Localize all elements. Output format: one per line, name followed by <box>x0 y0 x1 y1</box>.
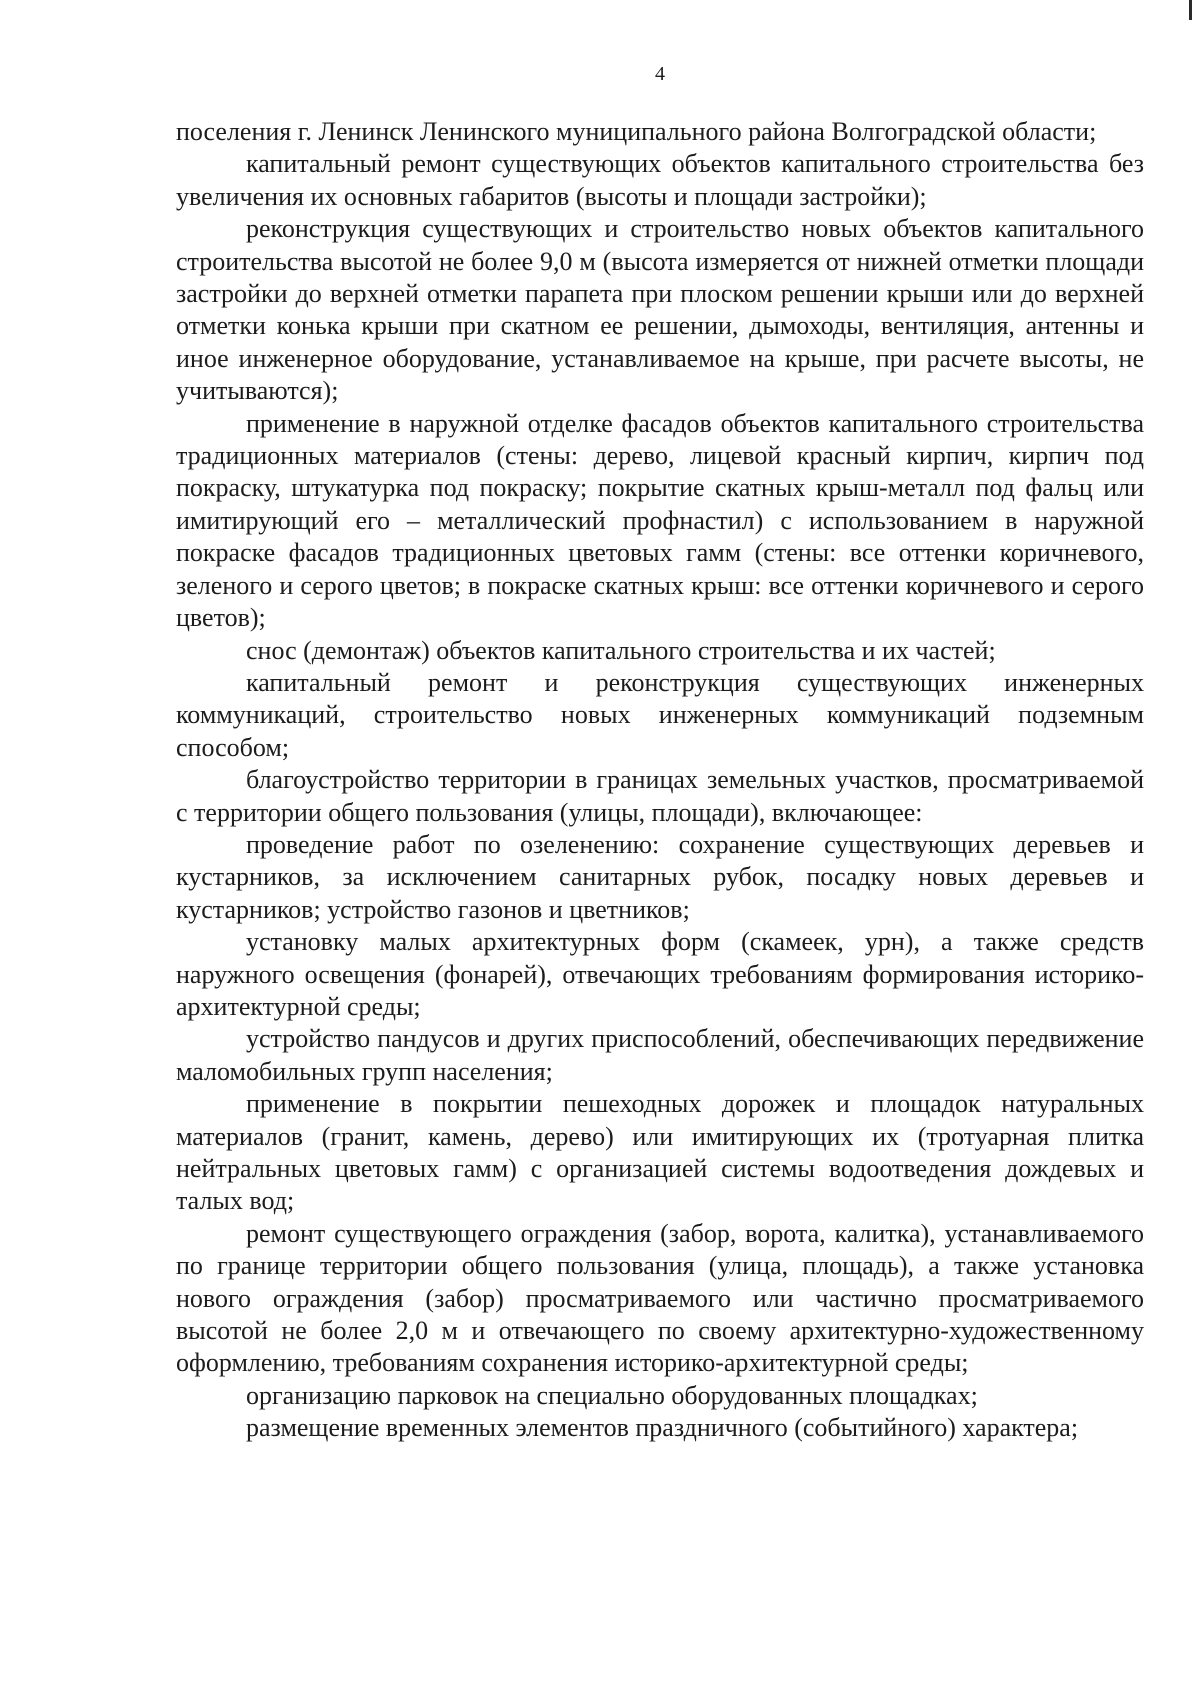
paragraph-continuation: поселения г. Ленинск Ленинского муниципального района Волгоградской области; <box>176 117 1097 146</box>
paragraph: применение в наружной отделке фасадов объектов капитального строительства традиционных материалов (стены: дерево, лицевой красный кирпич, кирпич под покраску, штукатурка под покраску; покрытие скатных крыш-металл под фальц или имитирующий его – металлический профнастил) с использованием в наружной покраске фасадов традиционных цветовых гамм (стены: все оттенки коричневого, зеленого и серого цветов; в покраске скатных крыш: все оттенки коричневого и серого цветов); <box>176 408 1144 633</box>
document-body <box>176 116 1144 1445</box>
paragraph: устройство пандусов и других приспособлений, обеспечивающих передвижение маломобильных групп населения; <box>176 1024 1144 1086</box>
paragraph: благоустройство территории в границах земельных участков, просматриваемой с территории общего пользования (улицы, площади), включающее: <box>176 765 1144 827</box>
paragraph: проведение работ по озеленению: сохранение существующих деревьев и кустарников, за исключением санитарных рубок, посадку новых деревьев и кустарников; устройство газонов и цветников; <box>176 829 1144 924</box>
paragraph: размещение временных элементов праздничного (событийного) характера; <box>246 1413 1079 1443</box>
paragraph: капитальный ремонт существующих объектов капитального строительства без увеличения их основных габаритов (высоты и площади застройки); <box>176 149 1144 211</box>
paragraph: капитальный ремонт и реконструкция существующих инженерных коммуникаций, строительство новых инженерных коммуникаций подземным способом; <box>176 667 1144 762</box>
paragraph: установку малых архитектурных форм (скамеек, урн), а также средств наружного освещения (фонарей), отвечающих требованиям формирования историко-архитектурной среды; <box>176 927 1144 1021</box>
paragraph: реконструкция существующих и строительство новых объектов капитального строительства высотой не более 9,0 м (высота измеряется от нижней отметки площади застройки до верхней отметки парапета при плоском решении крыши или до верхней отметки конька крыши при скатном ее решении, дымоходы, вентиляция, антенны и иное инженерное оборудование, устанавливаемое на крыше, при расчете высоты, не учитываются); <box>176 214 1144 406</box>
page-number: 4 <box>655 63 665 85</box>
paragraph: снос (демонтаж) объектов капитального строительства и их частей; <box>246 635 996 665</box>
paragraph: организацию парковок на специально оборудованных площадках; <box>246 1380 978 1410</box>
paragraph: применение в покрытии пешеходных дорожек и площадок натуральных материалов (гранит, камень, дерево) или имитирующих их (тротуарная плитка нейтральных цветовых гамм) с организацией системы водоотведения дождевых и талых вод; <box>176 1089 1144 1216</box>
scan-edge-mark <box>1189 0 1192 20</box>
paragraph: ремонт существующего ограждения (забор, ворота, калитка), устанавливаемого по границе территории общего пользования (улица, площадь), а также установка нового ограждения (забор) просматриваемого или частично просматриваемого высотой не более 2,0 м и отвечающего по своему архитектурно-художественному оформлению, требованиям сохранения историко-архитектурной среды; <box>176 1218 1144 1378</box>
